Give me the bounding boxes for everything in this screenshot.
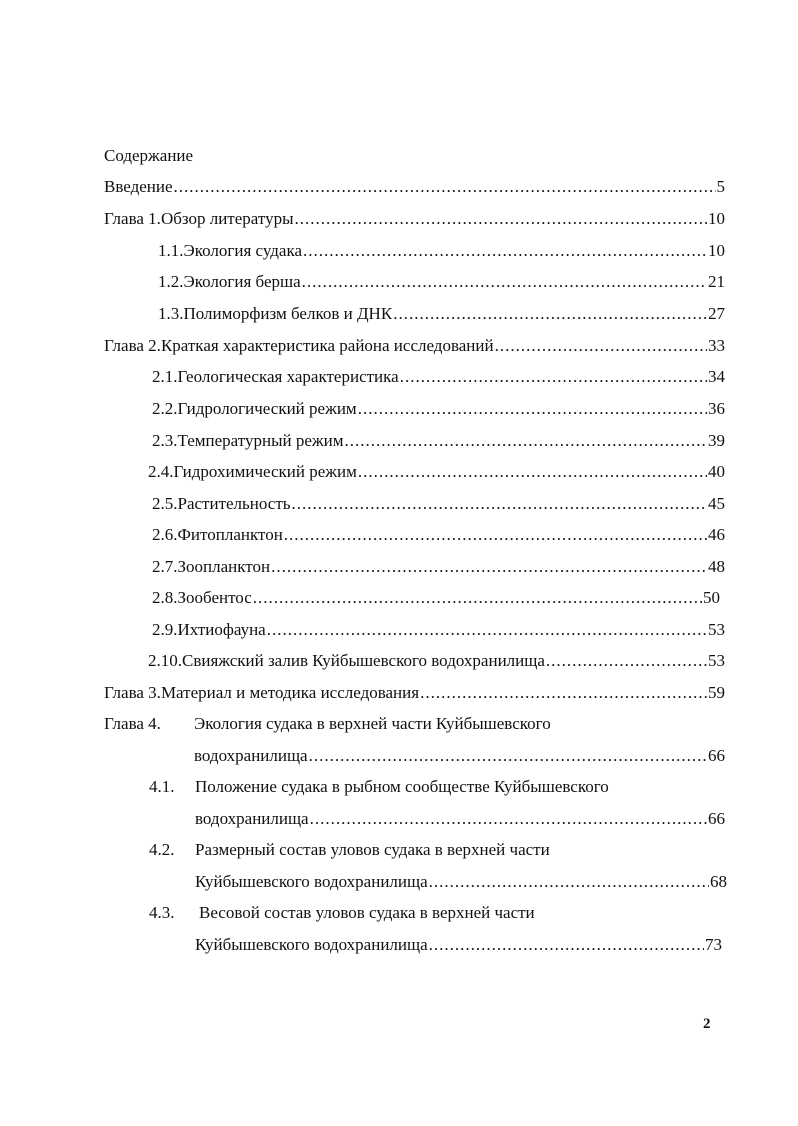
toc-entry-title-continuation: водохранилища [194, 746, 308, 765]
dot-leader [295, 208, 707, 230]
toc-entry-number: 2.3. [152, 431, 178, 450]
toc-entry-chapter-4 [104, 713, 551, 735]
toc-entry-2-4 [148, 461, 725, 483]
toc-entry-page: 66 [708, 809, 725, 828]
toc-entry-1-1 [158, 240, 725, 262]
toc-entry-title: Растительность [177, 494, 291, 513]
toc-entry-page: 33 [708, 336, 725, 355]
toc-entry-title: Температурный режим [177, 431, 344, 450]
toc-entry-title-continuation: водохранилища [195, 809, 309, 828]
toc-entry-2-8 [152, 587, 720, 609]
toc-entry-1-3 [158, 303, 725, 325]
dot-leader [420, 682, 707, 704]
toc-entry-number: 2.9. [152, 620, 178, 639]
dot-leader [284, 524, 707, 546]
toc-entry-title: Гидрохимический режим [173, 462, 357, 481]
toc-entry-number: 2.5. [152, 494, 178, 513]
dot-leader [309, 745, 707, 767]
toc-entry-2-6 [152, 524, 725, 546]
toc-entry-number: Глава 3. [104, 683, 161, 702]
toc-entry-chapter-4-continuation [194, 745, 725, 767]
toc-entry-title: Геологическая характеристика [177, 367, 399, 386]
toc-entry-title: Весовой состав уловов судака в верхней части [199, 903, 535, 922]
toc-entry-2-1 [152, 366, 725, 388]
toc-entry-title-continuation: Куйбышевского водохранилища [195, 872, 428, 891]
toc-entry-page: 53 [708, 651, 725, 670]
toc-entry-chapter-1 [104, 208, 725, 230]
toc-entry-number: 1.2. [158, 272, 184, 291]
dot-leader [253, 587, 702, 609]
toc-entry-4-2-continuation [195, 871, 727, 893]
toc-entry-title: Материал и методика исследования [160, 683, 420, 702]
toc-entry-4-2 [149, 839, 550, 861]
dot-leader [267, 619, 707, 641]
toc-entry-number: 4.1. [149, 777, 175, 796]
toc-heading: Содержание [104, 146, 194, 165]
toc-entry-page: 53 [708, 620, 725, 639]
toc-entry-page: 46 [708, 525, 725, 544]
toc-entry-number: 4.3. [149, 903, 175, 922]
toc-entry-chapter-3 [104, 682, 725, 704]
toc-entry-page: 27 [708, 304, 725, 323]
toc-entry-4-3-continuation [195, 934, 722, 956]
toc-entry-title: Свияжский залив Куйбышевского водохранилища [182, 651, 545, 670]
toc-entry-4-3 [149, 902, 535, 924]
toc-entry-number: Глава 2. [104, 336, 161, 355]
dot-leader [495, 335, 707, 357]
toc-entry-title: Обзор литературы [160, 209, 294, 228]
toc-entry-page: 10 [708, 209, 725, 228]
toc-entry-number: 2.4. [148, 462, 174, 481]
dot-leader [393, 303, 707, 325]
toc-entry-page: 40 [708, 462, 725, 481]
toc-entry-number: 2.6. [152, 525, 178, 544]
toc-entry-2-5 [152, 493, 725, 515]
toc-entry-number: 2.1. [152, 367, 178, 386]
dot-leader [345, 430, 707, 452]
dot-leader [429, 871, 709, 893]
toc-entry-number: Глава 4. [104, 714, 161, 733]
toc-entry-title: Ихтиофауна [177, 620, 266, 639]
dot-leader [429, 934, 704, 956]
toc-entry-2-2 [152, 398, 725, 420]
toc-entry-page: 66 [708, 746, 725, 765]
dot-leader [303, 240, 707, 262]
toc-entry-page: 59 [708, 683, 725, 702]
toc-entry-page: 21 [708, 272, 725, 291]
toc-entry-number: 4.2. [149, 840, 175, 859]
toc-entry-number: Глава 1. [104, 209, 161, 228]
toc-entry-number: 1.3. [158, 304, 184, 323]
toc-entry-title: Экология судака [183, 241, 303, 260]
toc-entry-page: 48 [708, 557, 725, 576]
dot-leader [358, 461, 707, 483]
toc-entry-number: 2.7. [152, 557, 178, 576]
page-number: 2 [703, 1016, 711, 1032]
toc-entry-1-2 [158, 271, 725, 293]
toc-entry-page: 73 [705, 935, 722, 954]
toc-entry-page: 36 [708, 399, 725, 418]
toc-entry-number: 2.2. [152, 399, 178, 418]
toc-entry-4-1-continuation [195, 808, 725, 830]
toc-entry-title: Полиморфизм белков и ДНК [183, 304, 393, 323]
toc-entry-2-3 [152, 430, 725, 452]
toc-entry-title: Введение [104, 177, 173, 196]
dot-leader [292, 493, 707, 515]
toc-entry-title: Гидрологический режим [177, 399, 357, 418]
toc-entry-title: Экология судака в верхней части Куйбышевского [194, 714, 551, 733]
dot-leader [174, 176, 716, 198]
toc-entry-title: Зоопланктон [177, 557, 271, 576]
toc-entry-number: 2.8. [152, 588, 178, 607]
toc-entry-chapter-2 [104, 335, 725, 357]
toc-entry-page: 10 [708, 241, 725, 260]
dot-leader [358, 398, 707, 420]
toc-entry-title: Зообентос [177, 588, 252, 607]
dot-leader [400, 366, 707, 388]
toc-entry-title: Краткая характеристика района исследований [160, 336, 494, 355]
toc-entry-title: Фитопланктон [177, 525, 283, 544]
toc-entry-page: 5 [716, 177, 725, 196]
toc-entry-page: 34 [708, 367, 725, 386]
dot-leader [310, 808, 707, 830]
toc-entry-title-continuation: Куйбышевского водохранилища [195, 935, 428, 954]
toc-entry-2-9 [152, 619, 725, 641]
dot-leader [271, 556, 707, 578]
toc-entry-page: 39 [708, 431, 725, 450]
toc-entry-number: 1.1. [158, 241, 184, 260]
toc-entry-page: 50 [703, 588, 720, 607]
toc-entry-number: 2.10. [148, 651, 182, 670]
toc-entry-page: 68 [710, 872, 727, 891]
toc-entry-page: 45 [708, 494, 725, 513]
dot-leader [302, 271, 707, 293]
toc-entry-title: Размерный состав уловов судака в верхней части [195, 840, 550, 859]
dot-leader [546, 650, 707, 672]
toc-entry-2-7 [152, 556, 725, 578]
toc-entry-title: Экология берша [183, 272, 301, 291]
toc-entry-title: Положение судака в рыбном сообществе Куйбышевского [195, 777, 609, 796]
toc-entry-2-10 [148, 650, 725, 672]
toc-entry-introduction [104, 176, 725, 198]
toc-entry-4-1 [149, 776, 609, 798]
